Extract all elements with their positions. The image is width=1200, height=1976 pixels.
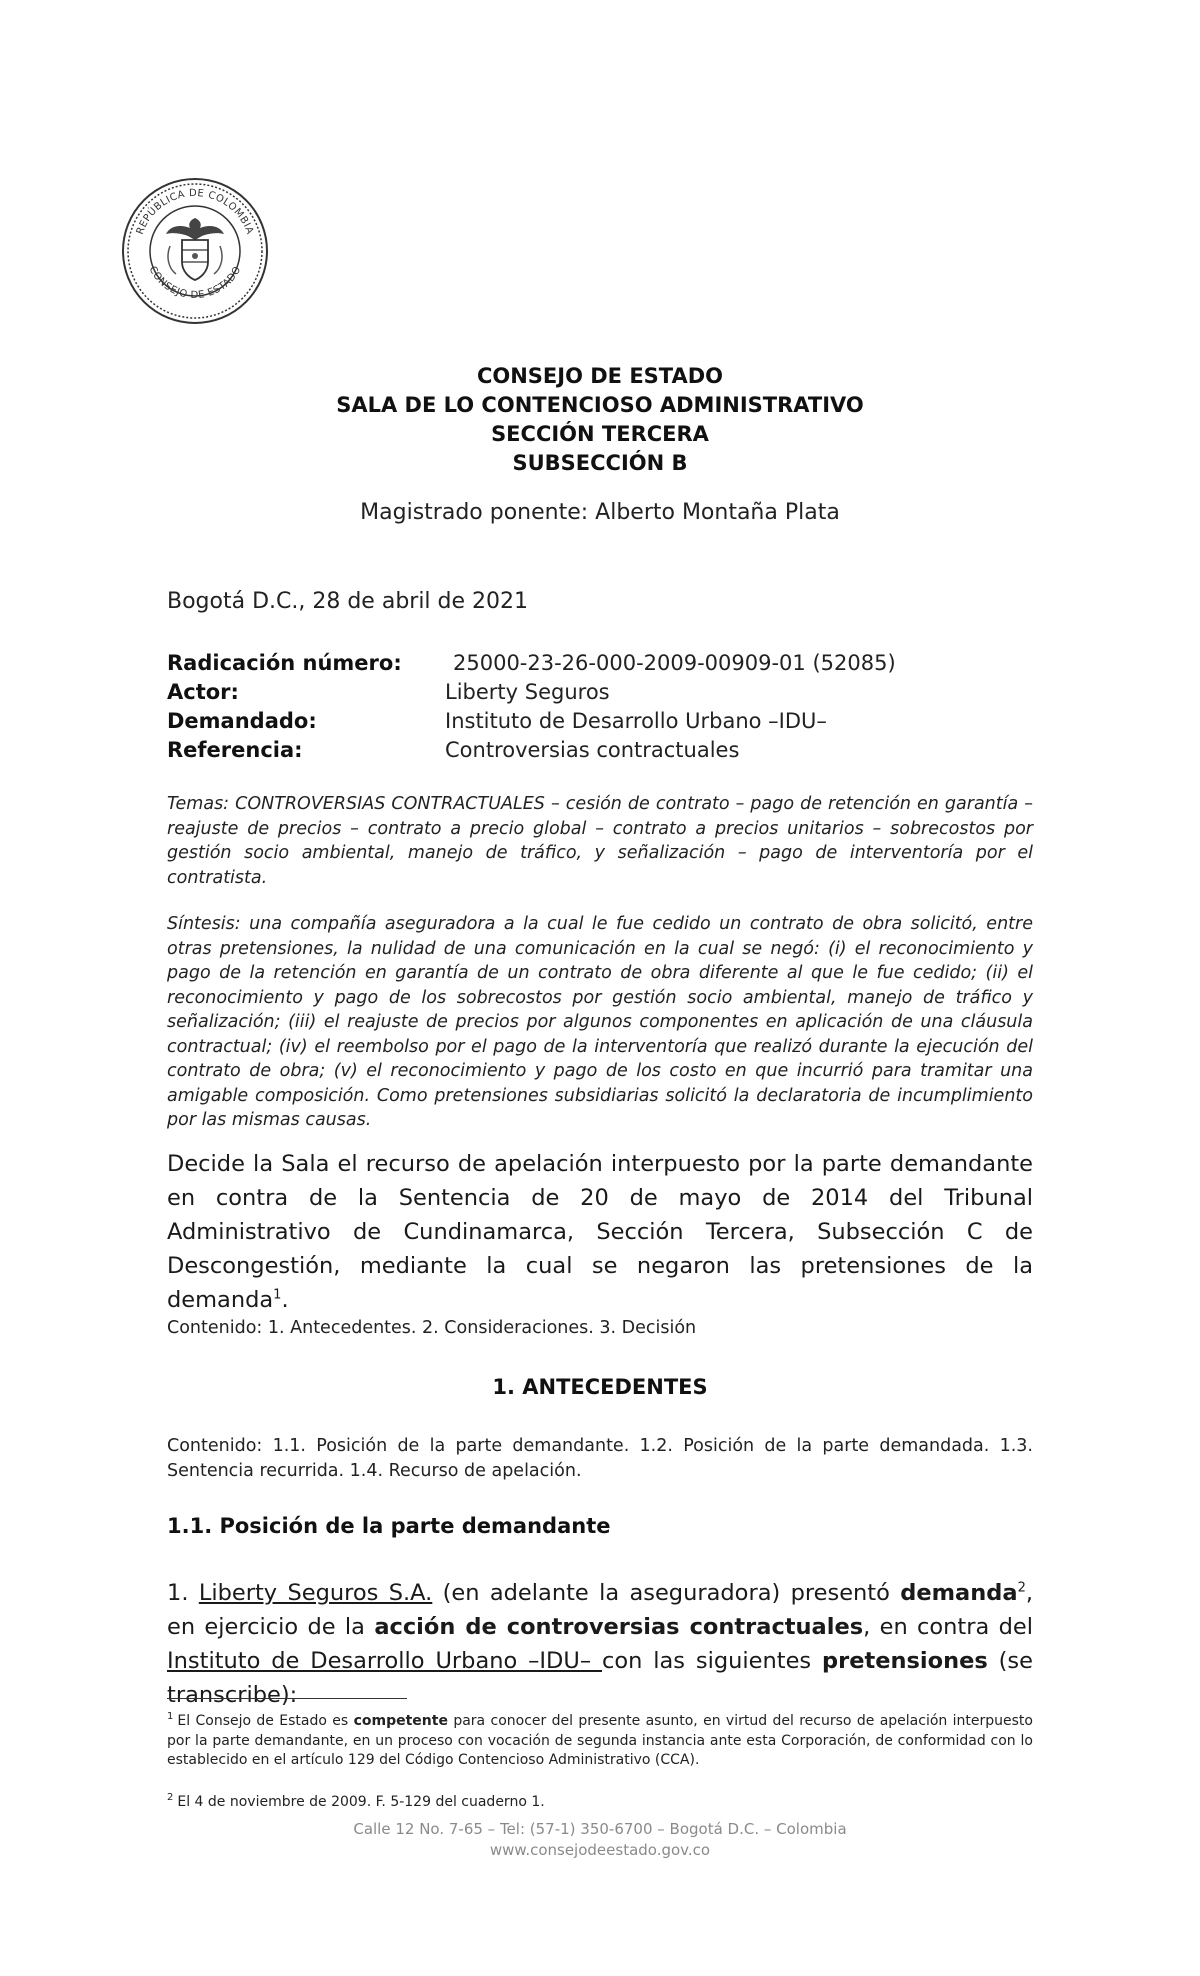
meta-value: Liberty Seguros — [445, 680, 610, 704]
document-date: Bogotá D.C., 28 de abril de 2021 — [167, 589, 529, 614]
svg-text:REPÚBLICA DE COLOMBIA: REPÚBLICA DE COLOMBIA — [134, 187, 256, 237]
decide-text: Decide la Sala el recurso de apelación interpuesto por la parte demandante en contra de la Sentencia de 20 de mayo de 2014 del Tribunal Administrativo de Cundinamarca, Sección Tercera, Subsección C de Descongestión, mediante la cual se negaron las pretensiones de la demanda — [167, 1151, 1033, 1313]
header-line-3: SECCIÓN TERCERA — [491, 422, 709, 446]
footnote-ref-2[interactable]: 2 — [1017, 1580, 1026, 1596]
svg-text:CONSEJO DE ESTADO: CONSEJO DE ESTADO — [146, 264, 244, 302]
footnote-text: El Consejo de Estado es — [177, 1713, 354, 1729]
meta-row-demandado — [167, 707, 896, 736]
footer-website[interactable]: www.consejodeestado.gov.co — [489, 1841, 711, 1859]
paragraph-text: , en contra del — [863, 1614, 1033, 1640]
subsection-title: 1.1. Posición de la parte demandante — [167, 1514, 611, 1538]
contenido-antecedentes: Contenido: 1.1. Posición de la parte demandante. 1.2. Posición de la parte demandada. 1.3. Sentencia recurrida. 1.4. Recurso de apelación. — [167, 1436, 1033, 1481]
section-title-antecedentes: 1. ANTECEDENTES — [492, 1375, 708, 1399]
meta-label: Referencia: — [167, 738, 303, 762]
footnote-bold: competente — [353, 1713, 448, 1729]
meta-row-actor — [167, 678, 896, 707]
meta-label: Demandado: — [167, 709, 317, 733]
paragraph-number: 1. — [167, 1580, 199, 1606]
accion-term: acción de controversias contractuales — [374, 1614, 864, 1640]
contenido-general: Contenido: 1. Antecedentes. 2. Consideraciones. 3. Decisión — [167, 1318, 697, 1338]
pretensiones-term: pretensiones — [822, 1648, 988, 1674]
footnote-ref-1[interactable]: 1 — [273, 1287, 282, 1303]
header-line-1: CONSEJO DE ESTADO — [476, 364, 724, 388]
footnote-mark: 1 — [167, 1711, 174, 1723]
header-line-4: SUBSECCIÓN B — [512, 451, 688, 475]
footnote-divider — [167, 1698, 407, 1699]
meta-label: Radicación número: — [167, 651, 402, 675]
meta-row-radicacion — [167, 649, 896, 678]
meta-value: 25000-23-26-000-2009-00909-01 (52085) — [453, 651, 896, 675]
paragraph-text: (en adelante la aseguradora) presentó — [432, 1580, 901, 1606]
meta-label: Actor: — [167, 680, 239, 704]
footnote-mark: 2 — [167, 1792, 174, 1804]
meta-value: Instituto de Desarrollo Urbano –IDU– — [445, 709, 827, 733]
demanda-term: demanda — [900, 1580, 1018, 1606]
header-line-2: SALA DE LO CONTENCIOSO ADMINISTRATIVO — [336, 393, 864, 417]
temas-paragraph: Temas: CONTROVERSIAS CONTRACTUALES – cesión de contrato – pago de retención en garantía – reajuste de precios – contrato a precio global – contrato a precios unitarios – sobrecostos por gestión socio ambiental, manejo de tráfico, y señalización – pago de interventoría por el contratista. — [167, 794, 1033, 888]
meta-value: Controversias contractuales — [445, 738, 740, 762]
footnote-2 — [167, 1793, 1033, 1813]
footnote-text: El 4 de noviembre de 2009. F. 5-129 del cuaderno 1. — [177, 1794, 545, 1810]
decide-end: . — [281, 1287, 289, 1313]
sintesis-paragraph: Síntesis: una compañía aseguradora a la cual le fue cedido un contrato de obra solicitó, entre otras pretensiones, la nulidad de una comunicación en la cual se negó: (i) el reconocimiento y pago de la retención en garantía de un contrato de obra diferente al que le fue cedido; (ii) el reconocimiento y pago de los sobrecostos por gestión socio ambiental, manejo de tráfico y señalización; (iii) el reajuste de precios por algunos componentes en aplicación de una cláusula contractual; (iv) el reembolso por el pago de la interventoría que realizó durante la ejecución del contrato de obra; (v) el reconocimiento y pago de los costo en que incurrió para tramitar una amigable composición. Como pretensiones subsidiarias solicitó la declaratoria de incumplimiento por las mismas causas. — [167, 914, 1033, 1130]
paragraph-text: , en ejercicio de la — [167, 1580, 1033, 1640]
footnote-1 — [167, 1712, 1033, 1771]
case-metadata — [167, 649, 896, 765]
paragraph-text: (se transcribe): — [167, 1648, 1033, 1708]
consejo-de-estado-seal-icon — [120, 176, 270, 326]
demandado-name: Instituto de Desarrollo Urbano –IDU– — [167, 1648, 602, 1674]
footnote-text: para conocer del presente asunto, en virtud del recurso de apelación interpuesto por la parte demandante, en un proceso con vocación de segunda instancia ante esta Corporación, de conformidad con lo establecido en el artículo 129 del Código Contencioso Administrativo (CCA). — [167, 1713, 1033, 1768]
paragraph-1 — [167, 1576, 1033, 1712]
magistrado-ponente: Magistrado ponente: Alberto Montaña Plata — [360, 500, 840, 525]
decide-paragraph — [167, 1147, 1033, 1317]
meta-row-referencia — [167, 736, 896, 765]
court-header — [0, 362, 1200, 478]
actor-name: Liberty Seguros S.A. — [198, 1580, 433, 1606]
paragraph-text: con las siguientes — [601, 1648, 823, 1674]
footer-address: Calle 12 No. 7-65 – Tel: (57-1) 350-6700 – Bogotá D.C. – Colombia — [353, 1820, 847, 1838]
